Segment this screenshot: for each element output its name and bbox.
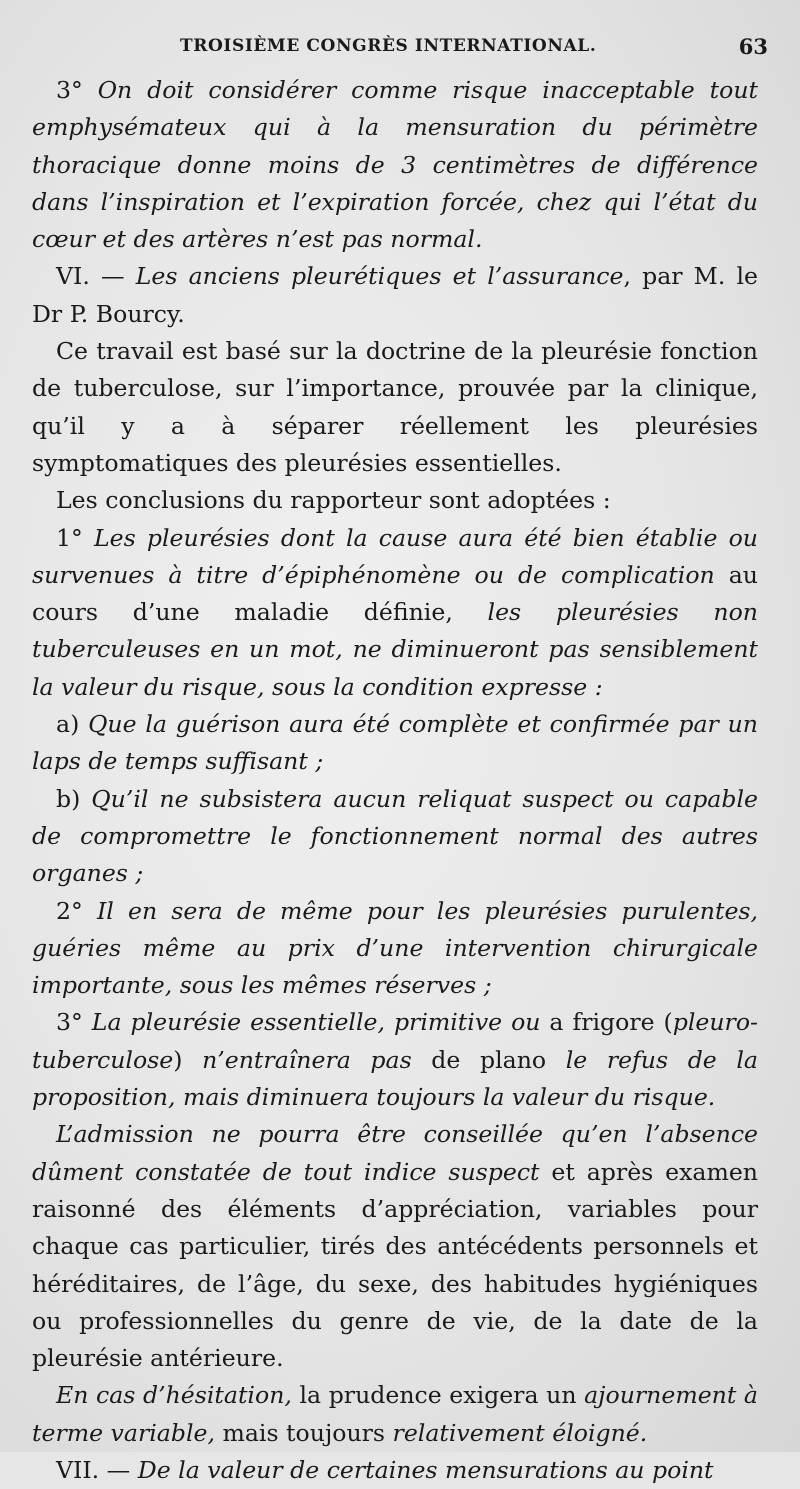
text-run-italic: Les pleurésies dont la cause aura été bien établie ou survenues à titre d’épiphénomène ou de complication [32,523,759,589]
text-run: la prudence exigera un [291,1381,585,1410]
paragraph-conclusion-3 [32,1004,758,1116]
paragraph-summary [32,333,758,482]
section-heading-vi [32,258,758,333]
text-run-italic: relativement éloigné. [392,1418,648,1447]
text-run: a) [56,710,89,739]
text-run-italic: De la valeur de certaines mensurations au point [137,1455,714,1484]
text-run: b) [56,784,92,813]
text-run: ) [173,1045,203,1074]
body-text [32,72,758,1489]
paragraph-conclusion-2 [32,893,758,1005]
text-run: 2° [56,896,97,925]
paragraph-hesitation [32,1377,758,1452]
page-number: 63 [738,34,768,59]
section-heading-vii [32,1452,758,1489]
text-run: , par M. le Dr P. Bourcy. [32,262,758,328]
paragraph-admission [32,1116,758,1377]
text-run: de plano [411,1045,566,1074]
paragraph-condition-a [32,706,758,781]
paragraph-conclusion-1 [32,520,758,706]
text-run: VI. — [56,262,136,291]
text-run-italic: En cas d’hésitation, [56,1381,292,1410]
text-run-italic: pleuro-tuberculose [32,1008,758,1074]
text-run-italic: n’entraînera pas [202,1045,412,1074]
text-run-italic: On doit considérer comme risque inacceptable tout emphysémateux qui à la mensuration du périmètre thoracique donne moins de 3 centimètres de différence dans l’inspiration et l’expiration forcée, chez qui l’état du cœur et des artères n’est pas normal. [32,76,758,254]
text-run-italic: Qu’il ne subsistera aucun reliquat suspect ou capable de compromettre le fonctionnement normal des autres organes ; [32,784,758,888]
text-run-italic: les pleurésies non tuberculeuses en un mot, ne diminueront pas sensiblement la valeur du risque, sous la condition expresse : [32,598,758,701]
text-run: Les conclusions du rapporteur sont adoptées : [56,486,611,515]
text-run-italic: ajournement à terme variable, [32,1381,758,1447]
text-run-italic: L’admission ne pourra être conseillée qu’en l’absence dûment constatée de tout indice suspect [32,1120,758,1186]
text-run: mais toujours [214,1418,393,1447]
paragraph-conclusions-intro [32,482,758,519]
text-run: et après examen raisonné des éléments d’appréciation, variables pour chaque cas particulier, tirés des antécédents personnels et héréditaires, de l’âge, du sexe, des habitudes hygiéniques ou professionnelles du genre de vie, de la date de la pleurésie antérieure. [32,1157,759,1373]
paragraph-condition-b [32,781,758,893]
text-run: au cours d’une maladie définie, [32,560,758,627]
paragraph-conclusion-3-emphysema [32,72,758,258]
text-run: a frigore ( [540,1008,673,1037]
text-run-italic: Il en sera de même pour les pleurésies purulentes, guéries même au prix d’une intervention chirurgicale importante, sous les mêmes réserves ; [32,896,759,1000]
running-head [32,30,768,64]
text-run: VII. — [56,1455,138,1484]
text-run: 3° [56,76,98,104]
text-run: 3° [56,1008,92,1037]
text-run: 1° [56,523,94,552]
text-run-italic: le refus de la proposition, mais diminuera toujours la valeur du risque. [32,1045,758,1112]
running-title: TROISIÈME CONGRÈS INTERNATIONAL. [180,36,597,56]
text-run-italic: Que la guérison aura été complète et confirmée par un laps de temps suffisant ; [32,710,758,776]
text-run-italic: La pleurésie essentielle, primitive ou [91,1008,541,1037]
text-run: Ce travail est basé sur la doctrine de la pleurésie fonction de tuberculose, sur l’importance, prouvée par la clinique, qu’il y a à séparer réellement les pleurésies symptomatiques des pleurésies essentielles. [32,337,758,477]
text-run-italic: Les anciens pleurétiques et l’assurance [135,262,624,291]
